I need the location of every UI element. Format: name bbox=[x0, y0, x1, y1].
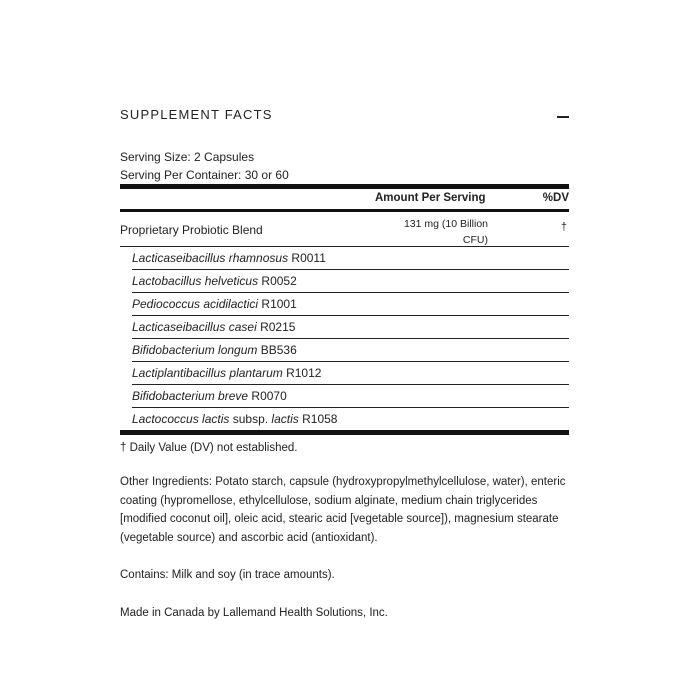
serving-size: Serving Size: 2 Capsules bbox=[120, 150, 255, 164]
column-amount-per-serving: Amount Per Serving bbox=[375, 192, 486, 204]
strain-name: Lacticaseibacillus rhamnosus bbox=[132, 251, 289, 265]
strain-row bbox=[132, 247, 569, 270]
strain-row bbox=[132, 385, 569, 408]
serving-info bbox=[120, 148, 569, 184]
supplement-facts-panel bbox=[120, 104, 569, 622]
manufacturer-statement: Made in Canada by Lallemand Health Solutions, Inc. bbox=[120, 606, 388, 619]
strain-code: R1058 bbox=[298, 412, 338, 426]
strain-name: Bifidobacterium longum bbox=[132, 343, 258, 357]
blend-dv: † bbox=[560, 221, 567, 233]
strain-name: Lactococcus lactis bbox=[132, 412, 230, 426]
strain-code: R0052 bbox=[258, 274, 297, 288]
strain-subspecies: lactis bbox=[271, 412, 299, 426]
blend-amount-line1: 131 mg (10 Billion bbox=[403, 218, 488, 230]
blend-amount-line2: CFU) bbox=[462, 234, 488, 246]
strain-row bbox=[132, 408, 569, 430]
minus-icon bbox=[557, 116, 569, 118]
strain-name: Pediococcus acidilactici bbox=[132, 297, 259, 311]
strain-code: R0070 bbox=[248, 389, 287, 403]
column-dv: %DV bbox=[542, 192, 569, 204]
strain-row bbox=[132, 362, 569, 385]
dv-footnote: † Daily Value (DV) not established. bbox=[120, 442, 298, 454]
strain-row bbox=[132, 293, 569, 316]
strain-code: R0215 bbox=[256, 320, 296, 334]
strain-code: BB536 bbox=[257, 343, 297, 357]
strain-code: R0011 bbox=[288, 251, 326, 265]
servings-per-container: Serving Per Container: 30 or 60 bbox=[120, 168, 289, 182]
strain-row bbox=[132, 270, 569, 293]
strain-name: Lactiplantibacillus plantarum bbox=[132, 366, 283, 380]
table-header bbox=[120, 189, 569, 209]
strain-name: Bifidobacterium breve bbox=[132, 389, 249, 403]
strain-code: R1001 bbox=[258, 297, 297, 311]
blend-name: Proprietary Probiotic Blend bbox=[120, 223, 263, 237]
collapse-button[interactable] bbox=[555, 106, 569, 126]
blend-row bbox=[120, 212, 569, 246]
contains-statement: Contains: Milk and soy (in trace amounts). bbox=[120, 569, 335, 581]
strain-row bbox=[132, 339, 569, 362]
section-header[interactable] bbox=[120, 104, 569, 128]
strain-name: Lactobacillus helveticus bbox=[132, 274, 259, 288]
divider-thick bbox=[120, 430, 569, 435]
other-ingredients: Other Ingredients: Potato starch, capsule (hydroxypropylmethylcellulose, water), enteric coating (hypromellose, ethylcellulose, sodium alginate, medium chain triglycerides [modified coconut oil], oleic acid, stearic acid [vegetable source]), magnesium stearate (vegetable source) and ascorbic acid (antioxidant). bbox=[120, 476, 566, 544]
strain-code: R1012 bbox=[282, 366, 322, 380]
section-title: SUPPLEMENT FACTS bbox=[120, 107, 273, 122]
blend-amount bbox=[388, 216, 488, 248]
strain-row bbox=[132, 316, 569, 339]
strain-subsp: subsp. bbox=[229, 412, 272, 426]
strain-name: Lacticaseibacillus casei bbox=[132, 320, 257, 334]
